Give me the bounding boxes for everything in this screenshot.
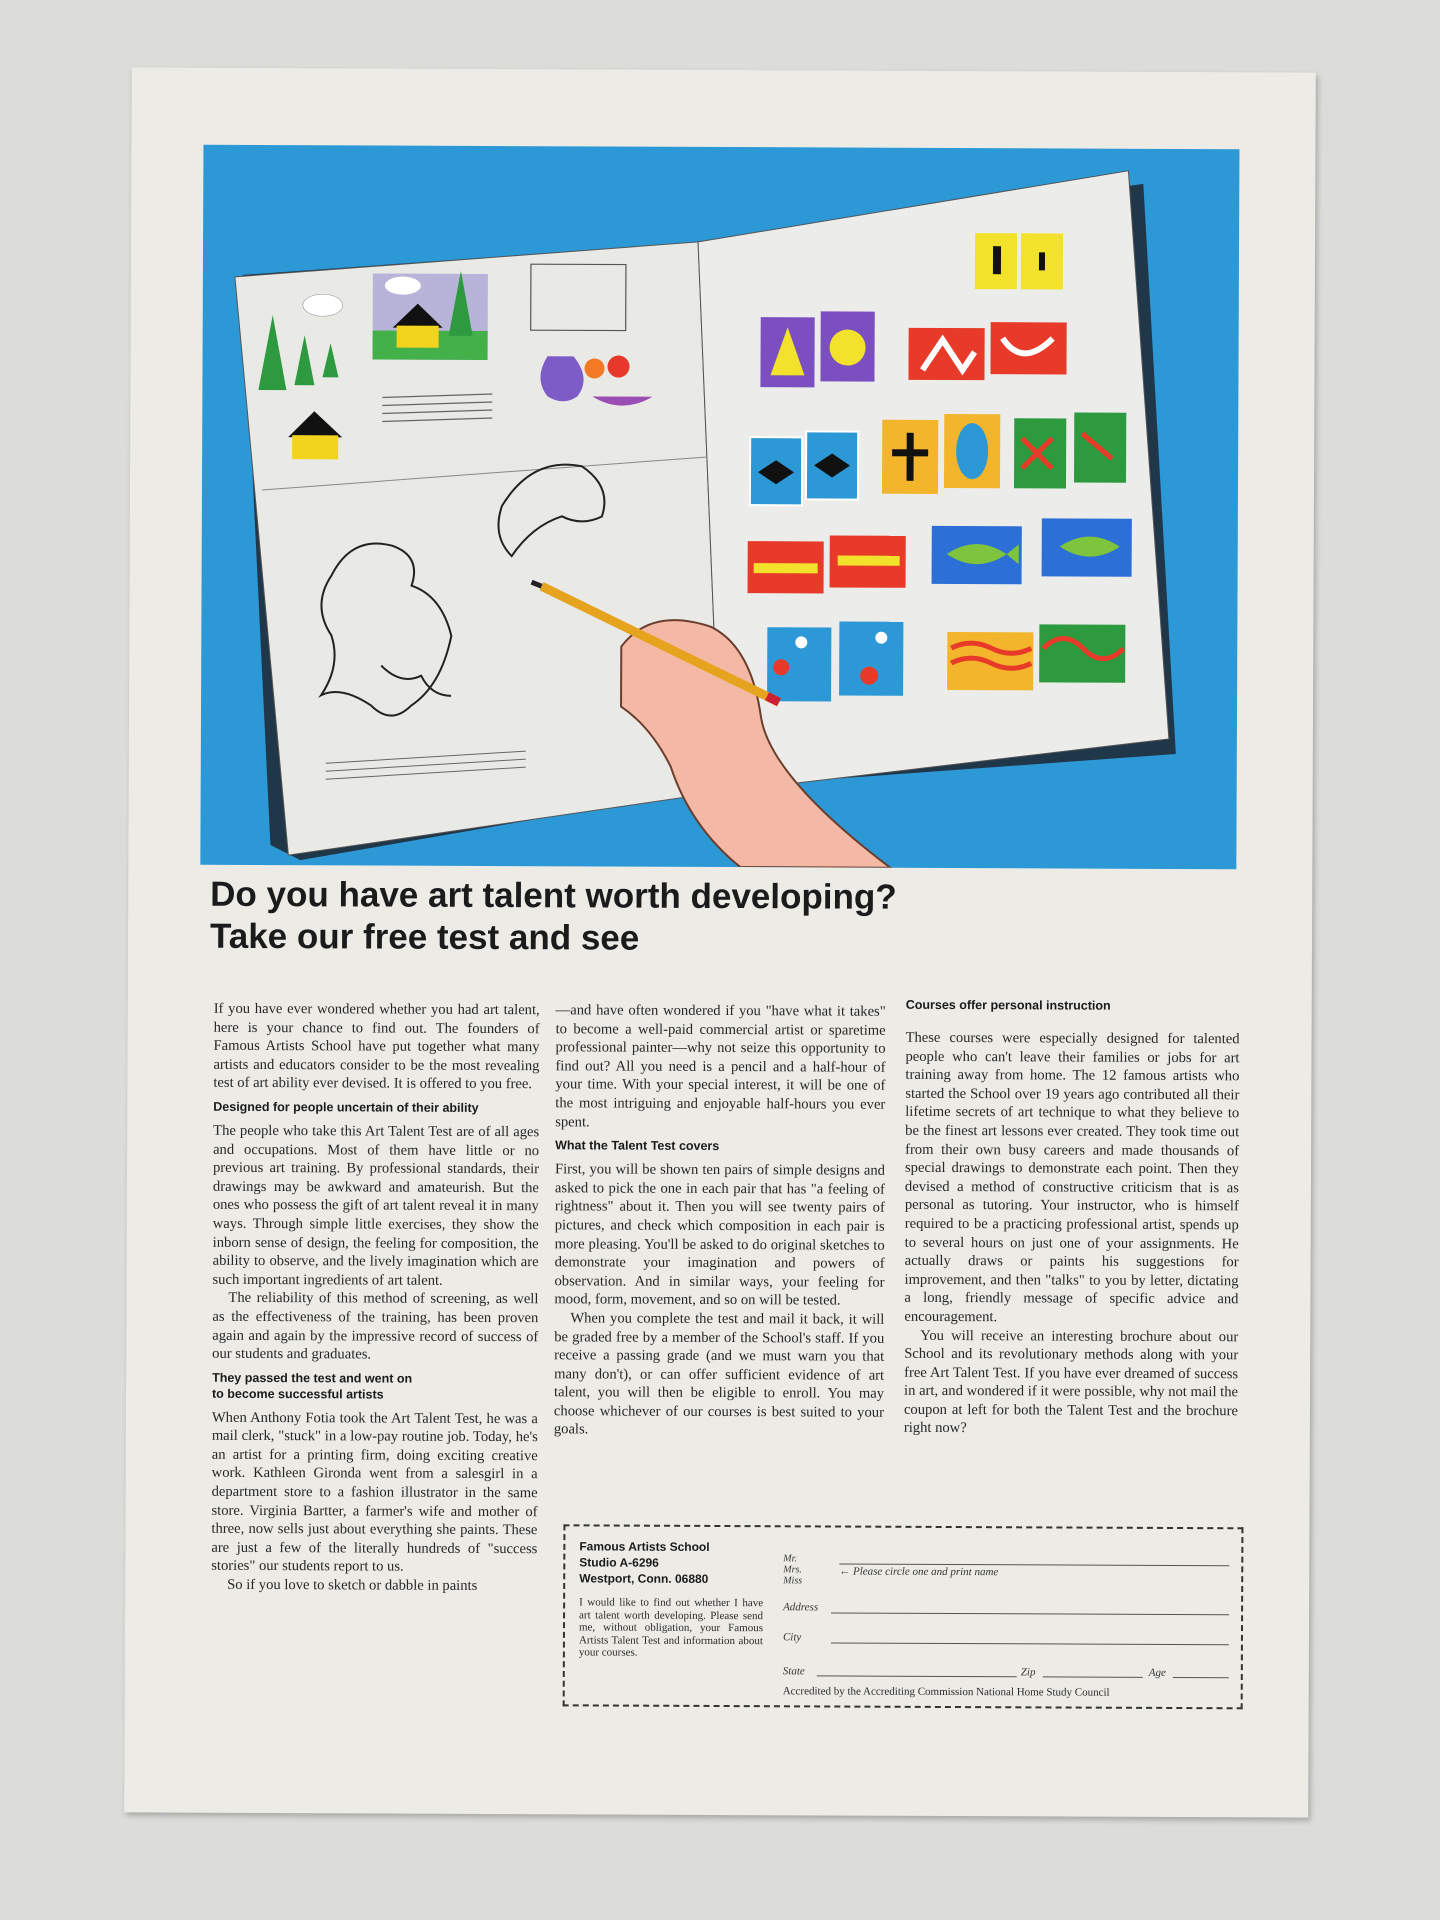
zip-field[interactable] bbox=[1043, 1676, 1143, 1677]
state-field[interactable] bbox=[817, 1675, 1017, 1677]
city-field[interactable]: City bbox=[783, 1617, 1229, 1649]
body-column-2 bbox=[554, 1001, 886, 1440]
coupon-request-text: I would like to find out whether I have art talent worth developing. Please send me, without obligation, your Famous Artists Talent Test and information about your courses. bbox=[578, 1596, 764, 1660]
coupon-form bbox=[783, 1553, 1230, 1681]
headline bbox=[210, 874, 1110, 962]
paragraph: These courses were especially designed for talented people who can't leave their families or jobs for art training away from home. The 12 famous artists who started the School over 19 years ago contributed all their lifetime secrets of art technique to what they believe to be the finest art lessons ever created. They took time out from their own busy careers and made thousands of special drawings to demonstrate each point. Then they devised a method of constructive criticism that is as personal as tutoring. Your instructor, who is himself required to be a practicing professional artist, spends up to several hours on just one of your assignments. He actually draws or paints his suggestions for improvement, and then "talks" to you by letter, dictating a long, friendly message of specific advice and encouragement. bbox=[904, 1029, 1240, 1326]
paragraph: First, you will be shown ten pairs of simple designs and asked to pick the one in each pair that has "a feeling of rightness" about it. Then you will see twenty pairs of pictures, and check which composition in each pair is more pleasing. You'll be asked to do original sketches to demonstrate your imagination and powers of observation. And in similar ways, your feeling for mood, form, movement, and so on will be tested. bbox=[554, 1161, 886, 1309]
school-name: Famous Artists School bbox=[579, 1539, 710, 1554]
section-heading-instruction: Courses offer personal instruction bbox=[905, 997, 1111, 1013]
workbook-illustration bbox=[200, 145, 1239, 870]
section-heading-test-covers: What the Talent Test covers bbox=[555, 1138, 720, 1154]
paragraph: So if you love to sketch or dabble in paints bbox=[227, 1576, 478, 1594]
school-address bbox=[579, 1538, 769, 1587]
body-column-3 bbox=[904, 997, 1240, 1440]
state-label: State bbox=[782, 1665, 805, 1678]
section-heading-success: They passed the test and went on to become successful artists bbox=[211, 1370, 413, 1402]
paragraph: You will receive an interesting brochure about our School and its revolutionary methods along with your free Art Talent Test. If you have ever dreamed of success in art, and wondered if it were possible, why not mail the coupon at left for both the Talent Test and the brochure right now? bbox=[903, 1327, 1239, 1437]
zip-label: Zip bbox=[1020, 1666, 1036, 1679]
state-zip-age-row[interactable] bbox=[783, 1657, 1229, 1681]
accreditation-note: Accredited by the Accrediting Commission National Home Study Council bbox=[782, 1685, 1110, 1699]
paragraph: The reliability of this method of screening, as well as the effectiveness of the training, has been proven again and again by the impressive record of success of our students and graduates. bbox=[212, 1290, 539, 1363]
name-hint: ← Please circle one and print name bbox=[839, 1565, 999, 1579]
school-city: Westport, Conn. 06880 bbox=[579, 1571, 709, 1586]
salutation-options[interactable]: Mr. Mrs. Miss bbox=[783, 1553, 803, 1587]
headline-line-1: Do you have art talent worth developing? bbox=[210, 874, 897, 917]
body-column-1 bbox=[211, 1000, 540, 1596]
studio-code: Studio A-6296 bbox=[579, 1555, 659, 1570]
paragraph: —and have often wondered if you "have what it takes" to become a well-paid commercial artist or sparetime professional painter—why not seize this opportunity to find out? All you need is a pencil and a half-hour of your time. With your special interest, it will be one of the most intriguing and enjoyable half-hours you ever spent. bbox=[555, 1002, 886, 1130]
name-field[interactable] bbox=[783, 1553, 1229, 1589]
paragraph: The people who take this Art Talent Test are of all ages and occupations. Most of them have little or no previous art training. By professional standards, their drawings may be awkward and amateurish. But the ones who possess the gift of art talent reveal it in many ways. Through simple little exercises, they show the inborn sense of design, the feeling for composition, the ability to observe, and the lively imagination which are such important ingredients of art talent. bbox=[212, 1122, 540, 1289]
mail-coupon[interactable] bbox=[563, 1524, 1244, 1709]
address-field[interactable]: Address bbox=[783, 1587, 1229, 1619]
age-label: Age bbox=[1148, 1666, 1166, 1679]
age-field[interactable] bbox=[1173, 1677, 1229, 1678]
intro-paragraph: If you have ever wondered whether you had art talent, here is your chance to find out. The founders of Famous Artists School have put together what many artists and educators consider to be the most revealing test of art ability ever devised. It is offered to you free. bbox=[213, 1000, 540, 1093]
headline-line-2: Take our free test and see bbox=[209, 916, 640, 958]
open-workbook-drawing bbox=[200, 145, 1239, 870]
paragraph: When Anthony Fotia took the Art Talent Test, he was a mail clerk, "stuck" in a low-pay routine job. Today, he's an artist for a printing firm, doing exciting creative work. Kathleen Gironda went from a salesgirl in a department store to a fashion illustrator in the same store. Virginia Bartter, a farmer's wife and mother of three, now sells just about everything she paints. These are just a few of the literally hundreds of "success stories" our students report to us. bbox=[211, 1409, 538, 1576]
paragraph: When you complete the test and mail it back, it will be graded free by a member of the School's staff. If you receive a passing grade (and we must warn you that many don't), or can offer sufficient evidence of art talent, you will then be eligible to enroll. You may choose whichever of our courses is best suited to your goals. bbox=[553, 1310, 885, 1438]
section-heading-ability: Designed for people uncertain of their ability bbox=[213, 1099, 479, 1115]
magazine-back-cover bbox=[124, 67, 1316, 1817]
